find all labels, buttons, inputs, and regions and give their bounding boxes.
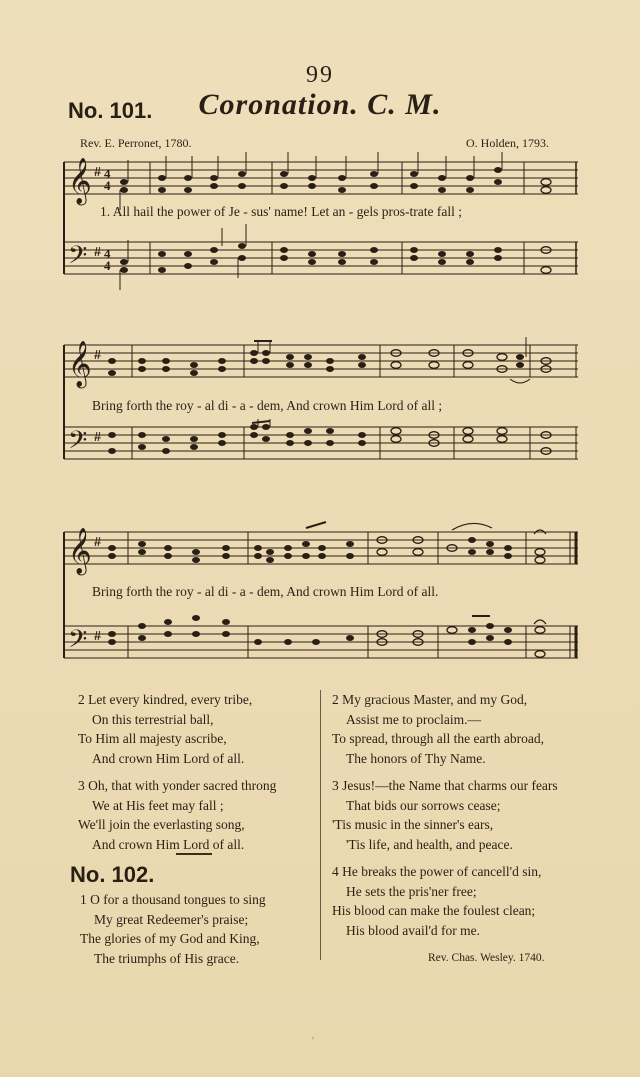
svg-text:#: # (94, 629, 101, 644)
svg-text:#: # (94, 165, 101, 180)
words-credit: Rev. E. Perronet, 1780. (80, 136, 192, 150)
hymn-101-verses (78, 690, 276, 862)
verse-line: On this terrestrial ball, (92, 711, 214, 727)
verse-line: 1 O for a thousand tongues to sing (80, 892, 266, 907)
svg-text:#: # (94, 535, 101, 550)
verse-line: 4 He breaks the power of cancell'd sin, (332, 864, 542, 879)
folio-mark: ʹ (312, 1036, 315, 1047)
verse-line: We at His feet may fall ; (92, 797, 224, 813)
stanza (78, 690, 276, 768)
verse-line: To Him all majesty ascribe, (78, 731, 227, 746)
verse-line: Assist me to proclaim.— (346, 711, 481, 727)
verse-line: His blood avail'd for me. (346, 922, 481, 938)
column-divider (320, 690, 321, 960)
verse-line: 2 Let every kindred, every tribe, (78, 692, 253, 707)
stanza (332, 776, 558, 854)
stanza (332, 862, 558, 940)
svg-text:4: 4 (104, 246, 111, 261)
verse-line: To spread, through all the earth abroad, (332, 731, 544, 746)
svg-text:𝄢: 𝄢 (68, 241, 88, 276)
svg-text:𝄞: 𝄞 (68, 158, 92, 204)
music-system-3 (62, 518, 580, 668)
hymn-102-verses (332, 690, 558, 948)
svg-text:4: 4 (104, 258, 111, 273)
svg-text:𝄞: 𝄞 (68, 341, 92, 387)
music-system-2 (62, 335, 580, 480)
verse-line: And crown Him Lord of all. (92, 836, 245, 852)
verse-line: 'Tis life, and health, and peace. (346, 836, 513, 852)
verse-line: 3 Jesus!—the Name that charms our fears (332, 778, 558, 793)
verse-line: 'Tis music in the sinner's ears, (332, 817, 494, 832)
hymn-101-title: Coronation. C. M. (198, 88, 442, 121)
music-credit: O. Holden, 1793. (466, 136, 549, 150)
verse-line: The honors of Thy Name. (346, 750, 486, 766)
stanza (332, 690, 558, 768)
verse-line: That bids our sorrows cease; (346, 797, 501, 813)
svg-text:#: # (94, 348, 101, 363)
verse-line: His blood can make the foulest clean; (332, 903, 536, 918)
hymn-102-attribution: Rev. Chas. Wesley. 1740. (428, 952, 545, 964)
lyric-line-3: Bring forth the roy - al di - a - dem, And crown Him Lord of all. (92, 584, 439, 599)
svg-text:4: 4 (104, 166, 111, 181)
hymn-101-number: No. 101. (68, 98, 153, 123)
hymn-102-number: No. 102. (70, 862, 155, 887)
verse-line: He sets the pris'ner free; (346, 883, 477, 899)
svg-text:#: # (94, 245, 101, 260)
lyric-line-1: 1. All hail the power of Je - sus' name! Let an - gels pros-trate fall ; (100, 204, 462, 219)
verse-line: My great Redeemer's praise; (94, 911, 249, 927)
verse-line: And crown Him Lord of all. (92, 750, 245, 766)
verse-line: The triumphs of His grace. (94, 950, 240, 966)
svg-text:𝄞: 𝄞 (68, 528, 92, 574)
staff-notation-1 (62, 152, 580, 297)
music-system-1 (62, 152, 580, 297)
hymn-separator (176, 853, 212, 855)
page-number: 99 (306, 62, 334, 88)
svg-text:4: 4 (104, 178, 111, 193)
svg-text:#: # (94, 430, 101, 445)
verse-line: The glories of my God and King, (80, 931, 260, 946)
svg-text:𝄢: 𝄢 (68, 625, 88, 660)
verse-line: 2 My gracious Master, and my God, (332, 692, 528, 707)
verse-line: 3 Oh, that with yonder sacred throng (78, 778, 277, 793)
verse-line: We'll join the everlasting song, (78, 817, 245, 832)
stanza (80, 890, 266, 968)
stanza (78, 776, 276, 854)
svg-text:𝄢: 𝄢 (68, 426, 88, 461)
hymn-102-verse-1 (80, 890, 266, 976)
lyric-line-2: Bring forth the roy - al di - a - dem, And crown Him Lord of all ; (92, 398, 443, 413)
